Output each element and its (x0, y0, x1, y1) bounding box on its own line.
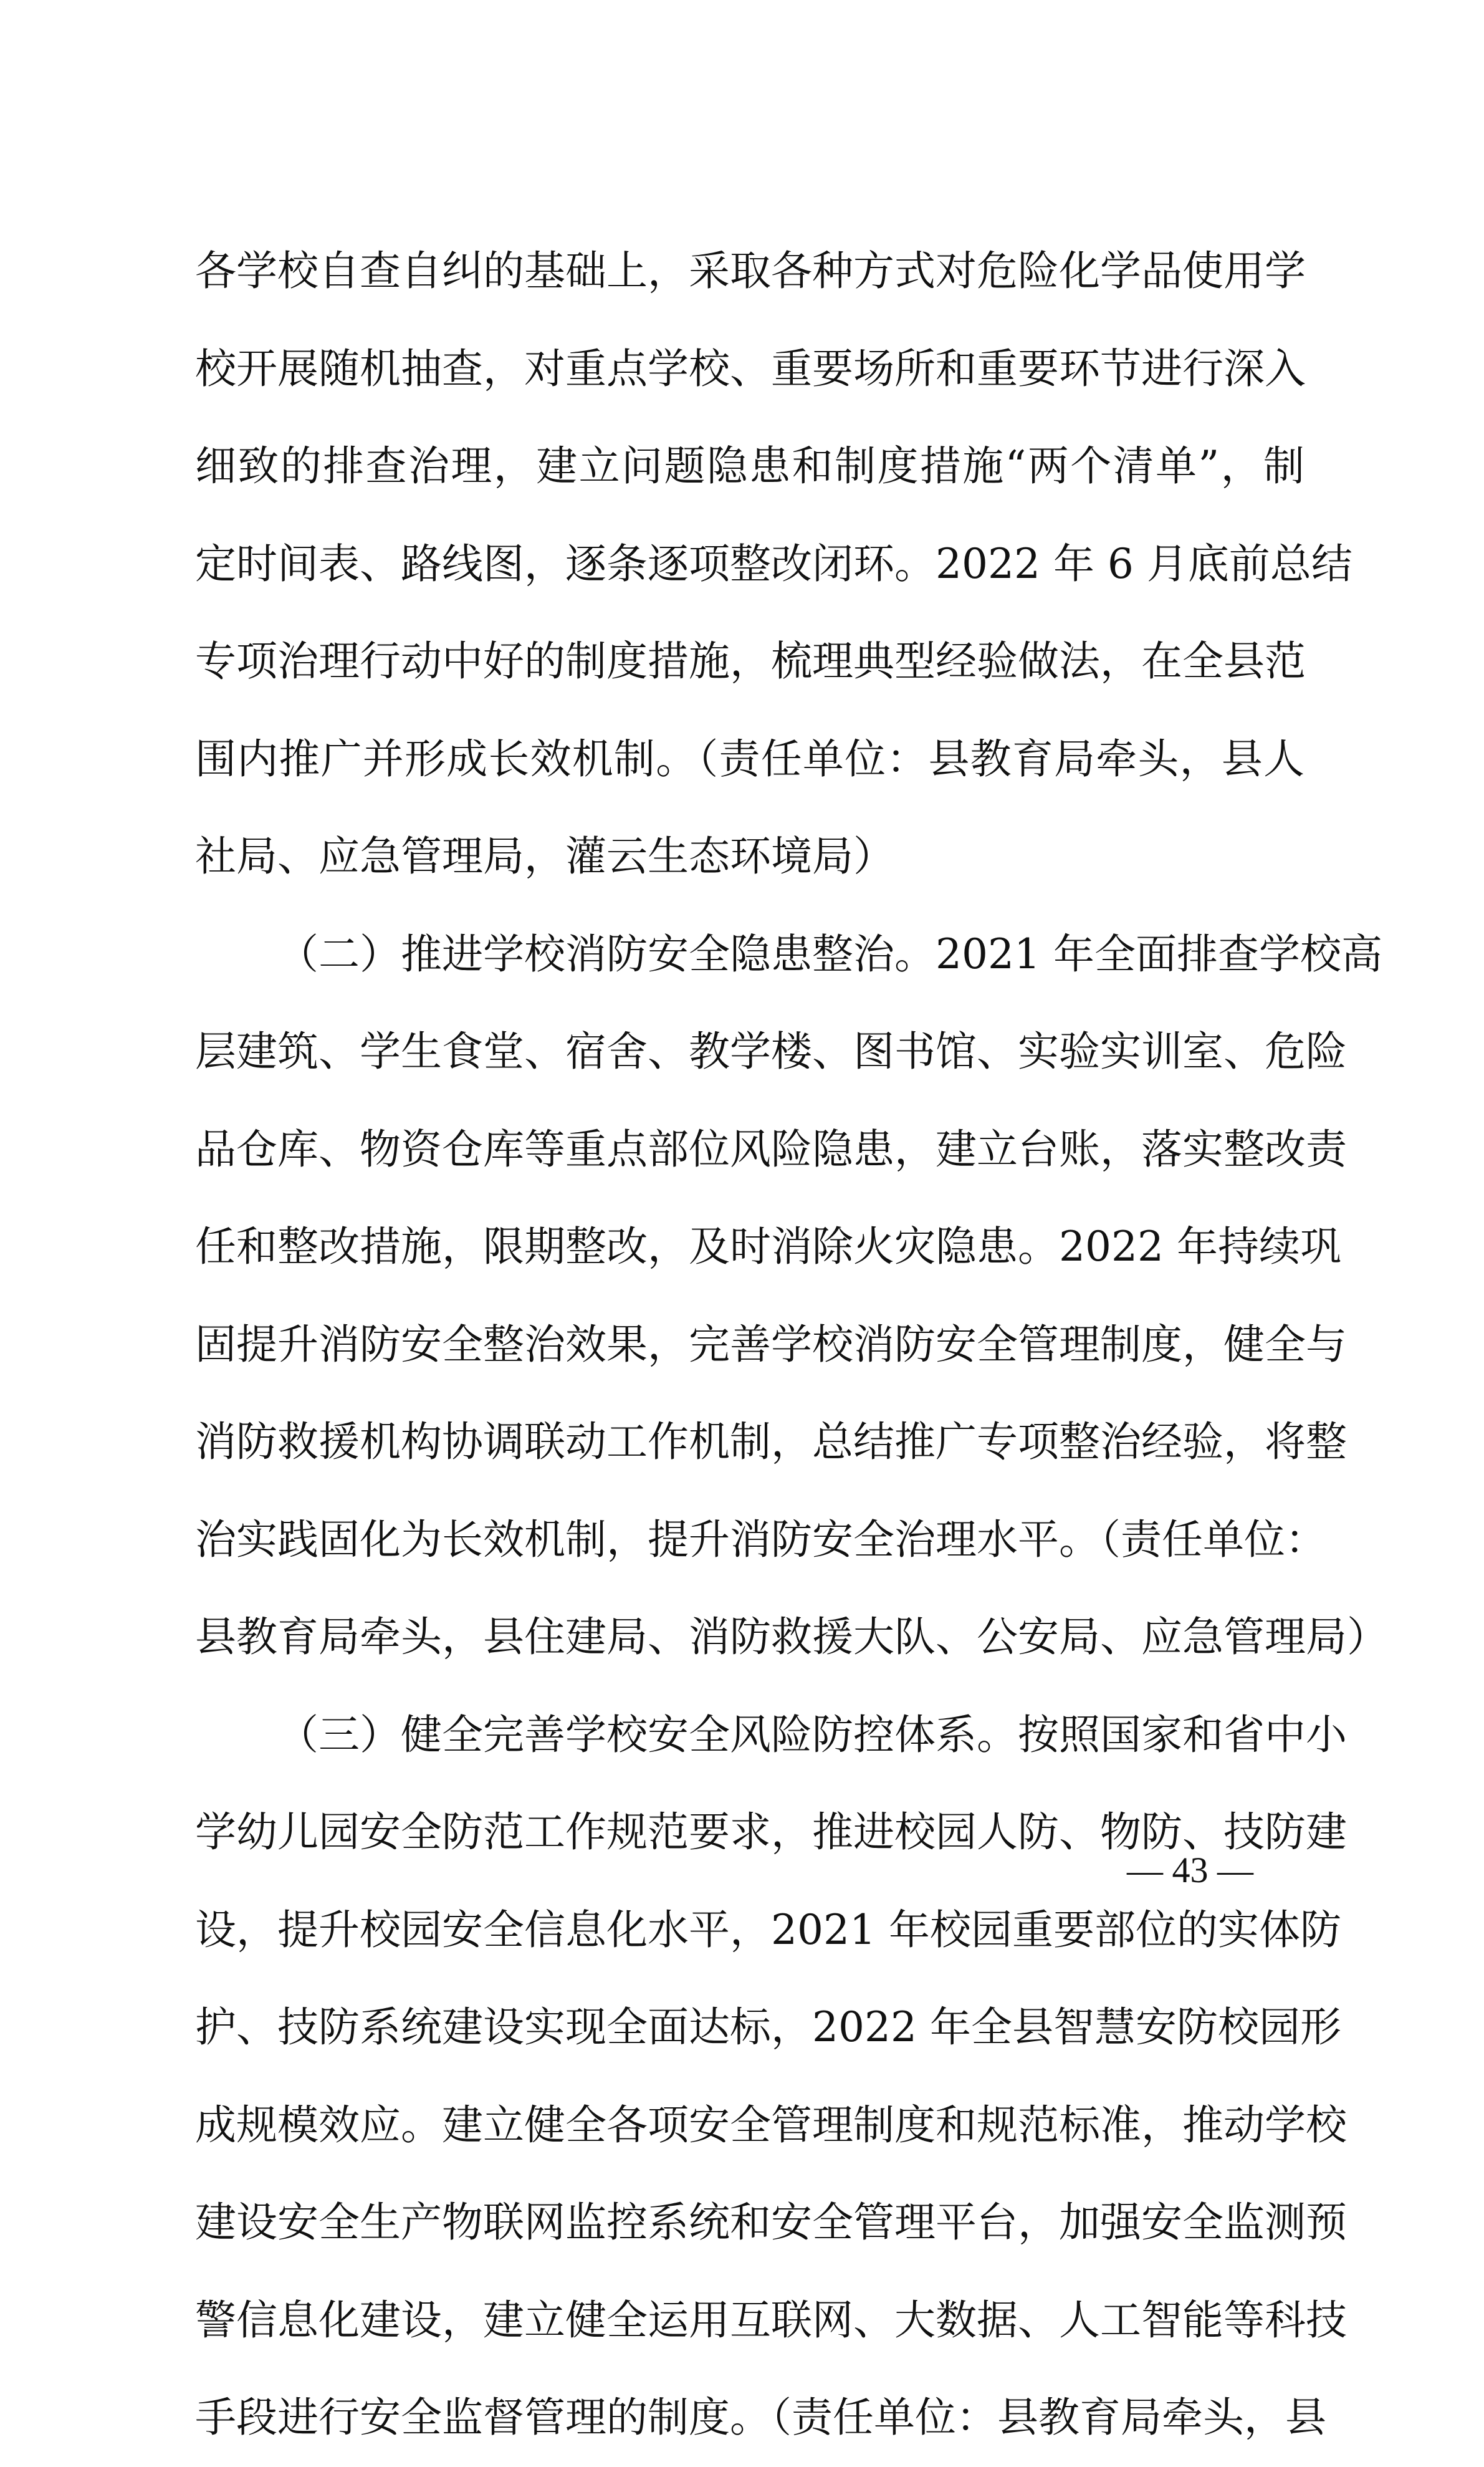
text-line: 手段进行安全监督管理的制度。（责任单位：县教育局牵头，县 (195, 2393, 1326, 2441)
text-line: 警信息化建设，建立健全运用互联网、大数据、人工智能等科技 (195, 2296, 1347, 2344)
text-line: 校开展随机抽查，对重点学校、重要场所和重要环节进行深入 (195, 344, 1306, 393)
text-line: 任和整改措施，限期整改，及时消除火灾隐患。2022 年持续巩 (195, 1223, 1341, 1271)
text-line: 细致的排查治理，建立问题隐患和制度措施“两个清单”，制 (195, 442, 1304, 490)
text-line: 成规模效应。建立健全各项安全管理制度和规范标准，推动学校 (195, 2100, 1347, 2149)
text-line: 各学校自查自纠的基础上，采取各种方式对危险化学品使用学 (195, 247, 1306, 295)
text-line: 县教育局牵头，县住建局、消防救援大队、公安局、应急管理局） (195, 1613, 1388, 1661)
text-line: 固提升消防安全整治效果，完善学校消防安全管理制度，健全与 (195, 1320, 1347, 1368)
text-line: 设，提升校园安全信息化水平，2021 年校园重要部位的实体防 (195, 1905, 1341, 1954)
text-line: 层建筑、学生食堂、宿舍、教学楼、图书馆、实验实训室、危险 (195, 1027, 1347, 1075)
text-line: 品仓库、物资仓库等重点部位风险隐患，建立台账，落实整改责 (195, 1125, 1347, 1173)
section-heading-line: （二）推进学校消防安全隐患整治。2021 年全面排查学校高 (277, 930, 1382, 978)
text-line: 学幼儿园安全防范工作规范要求，推进校园人防、物防、技防建 (195, 1808, 1347, 1856)
text-line: 治实践固化为长效机制，提升消防安全治理水平。（责任单位： (195, 1515, 1326, 1564)
page-number: — 43 — (1127, 1850, 1253, 1890)
section-heading-line: （三）健全完善学校安全风险防控体系。按照国家和省中小 (277, 1710, 1347, 1759)
text-line: 护、技防系统建设实现全面达标，2022 年全县智慧安防校园形 (195, 2003, 1341, 2051)
text-line: 专项治理行动中好的制度措施，梳理典型经验做法，在全县范 (195, 637, 1306, 685)
text-line: 建设安全生产物联网监控系统和安全管理平台，加强安全监测预 (195, 2198, 1347, 2246)
text-line: 围内推广并形成长效机制。（责任单位：县教育局牵头，县人 (195, 734, 1304, 783)
text-line: 社局、应急管理局，灌云生态环境局） (195, 832, 894, 880)
body-text (195, 223, 1388, 2467)
text-line: 定时间表、路线图，逐条逐项整改闭环。2022 年 6 月底前总结 (195, 539, 1352, 588)
text-line: 消防救援机构协调联动工作机制，总结推广专项整治经验，将整 (195, 1418, 1347, 1466)
